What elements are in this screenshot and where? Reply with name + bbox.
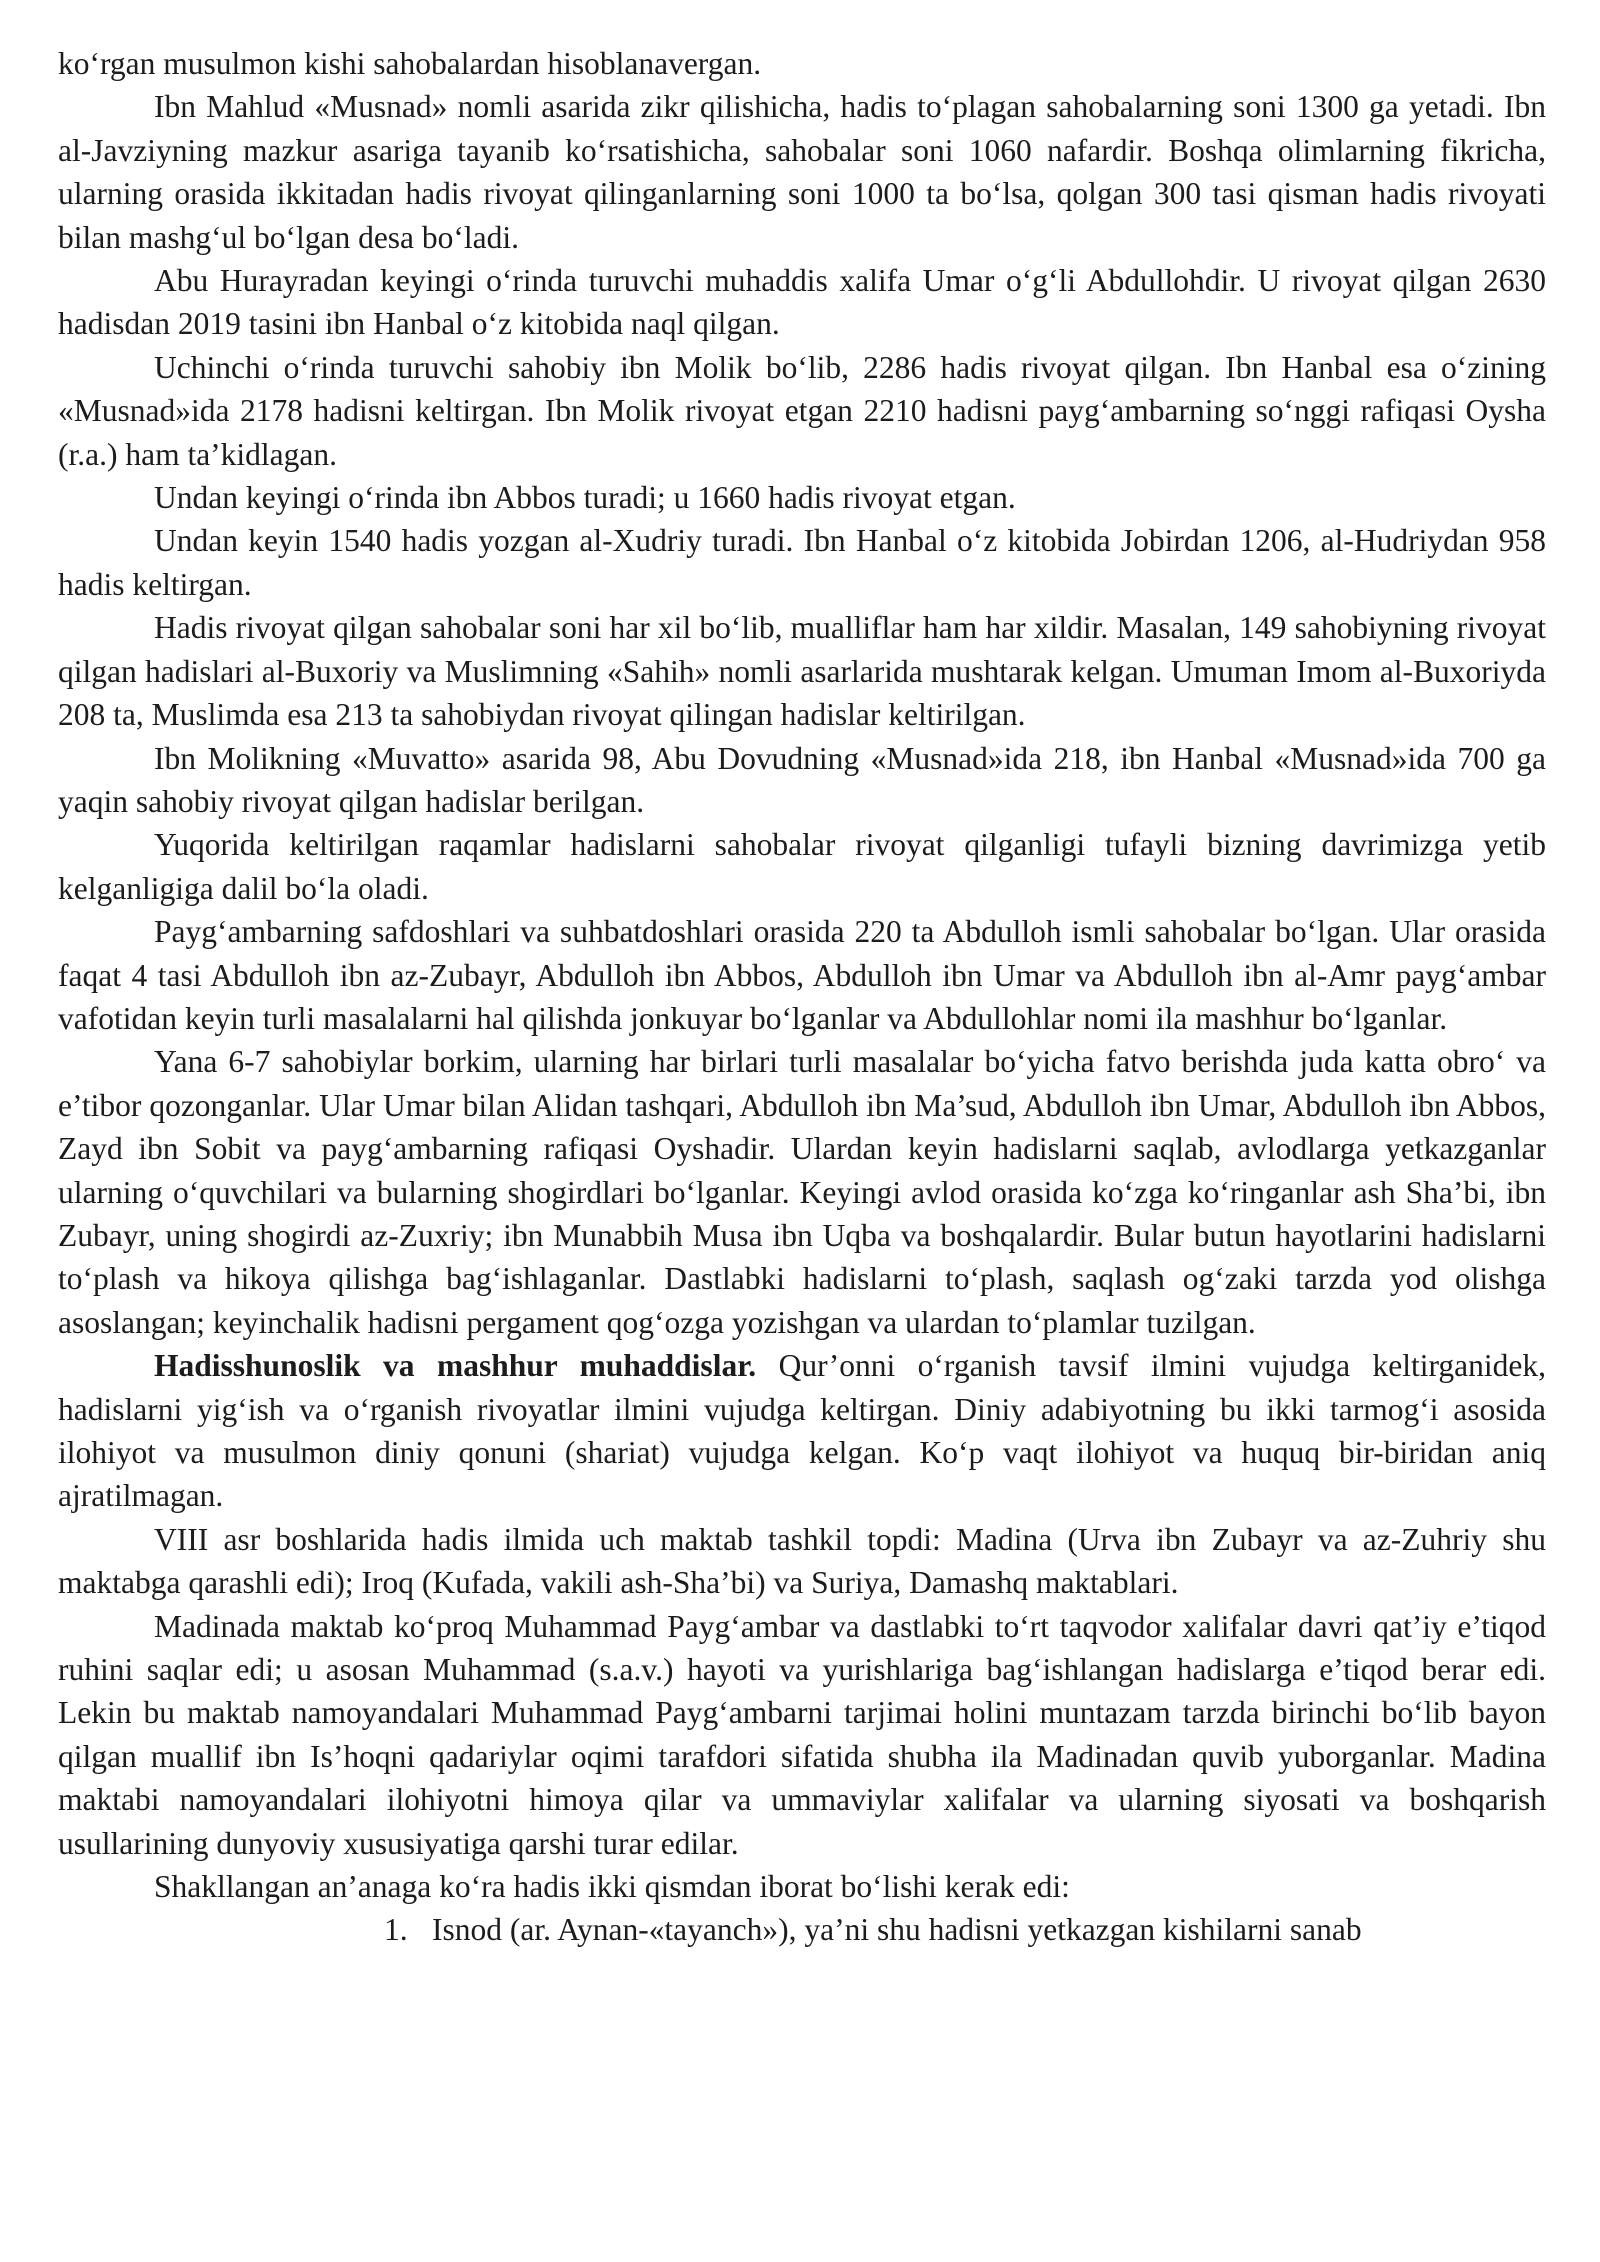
document-page — [58, 42, 1546, 1952]
section-heading: Hadisshunoslik va mashhur muhaddislar. — [154, 1348, 757, 1384]
paragraph: VIII asr boshlarida hadis ilmida uch maktab tashkil topdi: Madina (Urva ibn Zubayr va az-Zuhriy shu maktabga qarashli edi); Iroq (Kufada, vakili ash-Sha’bi) va Suriya, Damashq maktablari. — [58, 1521, 1546, 1601]
list-number: 1. — [384, 1912, 408, 1948]
paragraph: Shakllangan an’anaga ko‘ra hadis ikki qismdan iborat bo‘lishi kerak edi: — [154, 1869, 1070, 1905]
section-intro: Qur’onni o‘rganish tavsif ilmini vujudga keltirganidek, hadislarni yig‘ish va o‘rganish rivoyatlar ilmini vujudga keltirgan. Diniy adabiyotning bu ikki tarmog‘i asosida ilohiyot va musulmon diniy qonuni (shariat) vujudga kelgan. Ko‘p vaqt ilohiyot va huquq bir-biridan aniq ajratilmagan. — [58, 1348, 1546, 1514]
paragraph: Yuqorida keltirilgan raqamlar hadislarni sahobalar rivoyat qilganligi tufayli bizning davrimizga yetib kelganligiga dalil bo‘la oladi. — [58, 827, 1546, 906]
paragraph: Ibn Molikning «Muvatto» asarida 98, Abu Dovudning «Musnad»ida 218, ibn Hanbal «Musnad»ida 700 ga yaqin sahobiy rivoyat qilgan hadislar berilgan. — [58, 740, 1546, 819]
paragraph: Payg‘ambarning safdoshlari va suhbatdoshlari orasida 220 ta Abdulloh ismli sahobalar bo‘lgan. Ular orasida faqat 4 tasi Abdulloh ibn az-Zubayr, Abdulloh ibn Abbos, Abdulloh ibn Umar va Abdulloh ibn al-Amr payg‘ambar vafotidan keyin turli masalalarni hal qilishda jonkuyar bo‘lganlar va Abdullohlar nomi ila mashhur bo‘lganlar. — [58, 914, 1546, 1036]
paragraph: Undan keyin 1540 hadis yozgan al-Xudriy turadi. Ibn Hanbal o‘z kitobida Jobirdan 1206, al-Hudriydan 958 hadis keltirgan. — [58, 523, 1546, 602]
paragraph: Madinada maktab ko‘proq Muhammad Payg‘ambar va dastlabki to‘rt taqvodor xalifalar davri qat’iy e’tiqod ruhini saqlar edi; u asosan Muhammad (s.a.v.) hayoti va yurishlariga bag‘ishlangan hadislarga e’tiqod berar edi. Lekin bu maktab namoyandalari Muhammad Payg‘ambarni tarjimai holini muntazam tarzda birinchi bo‘lib bayon qilgan muallif ibn Is’hoqni qadariylar oqimi tarafdori sifatida shubha ila Madinadan quvib yuborganlar. Madina maktabi namoyandalari ilohiyotni himoya qilar va ummaviylar xalifalar va ularning siyosati va boshqarish usullarining dunyoviy xususiyatiga qarshi turar edilar. — [58, 1608, 1546, 1861]
paragraph: Ibn Mahlud «Musnad» nomli asarida zikr qilishicha, hadis to‘plagan sahobalarning soni 1300 ga yetadi. Ibn al-Javziyning mazkur asariga tayanib ko‘rsatishicha, sahobalar soni 1060 nafardir. Boshqa olimlarning fikricha, ularning orasida ikkitadan hadis rivoyat qilinganlarning soni 1000 ta bo‘lsa, qolgan 300 tasi qisman hadis rivoyati bilan mashg‘ul bo‘lgan desa bo‘ladi. — [58, 89, 1546, 255]
paragraph: Undan keyingi o‘rinda ibn Abbos turadi; u 1660 hadis rivoyat etgan. — [154, 480, 1016, 516]
section-paragraph — [58, 1344, 1546, 1518]
paragraph: Uchinchi o‘rinda turuvchi sahobiy ibn Molik bo‘lib, 2286 hadis rivoyat qilgan. Ibn Hanbal esa o‘zining «Musnad»ida 2178 hadisni keltirgan. Ibn Molik rivoyat etgan 2210 hadisni payg‘ambarning so‘nggi rafiqasi Oysha (r.a.) ham ta’kidlagan. — [58, 349, 1546, 472]
paragraph: Abu Hurayradan keyingi o‘rinda turuvchi muhaddis xalifa Umar o‘g‘li Abdullohdir. U rivoyat qilgan 2630 hadisdan 2019 tasini ibn Hanbal o‘z kitobida naql qilgan. — [58, 263, 1546, 342]
list-text: Isnod (ar. Aynan-«tayanch»), ya’ni shu hadisni yetkazgan kishilarni sanab — [432, 1912, 1362, 1948]
paragraph: ko‘rgan musulmon kishi sahobalardan hisoblanavergan. — [58, 46, 762, 81]
paragraph: Yana 6-7 sahobiylar borkim, ularning har birlari turli masalalar bo‘yicha fatvo berishda juda katta obro‘ va e’tibor qozonganlar. Ular Umar bilan Alidan tashqari, Abdulloh ibn Ma’sud, Abdulloh ibn Umar, Abdulloh ibn Abbos, Zayd ibn Sobit va payg‘ambarning rafiqasi Oyshadir. Ulardan keyin hadislarni saqlab, avlodlarga yetkazganlar ularning o‘quvchilari va bularning shogirdlari bo‘lganlar. Keyingi avlod orasida ko‘zga ko‘ringanlar ash Sha’bi, ibn Zubayr, uning shogirdi az-Zuxriy; ibn Munabbih Musa ibn Uqba va boshqalardir. Bular butun hayotlarini hadislarni to‘plash va hikoya qilishga bag‘ishlaganlar. Dastlabki hadislarni to‘plash, saqlash og‘zaki tarzda yod olishga asoslangan; keyinchalik hadisni pergament qog‘ozga yozishgan va ulardan to‘plamlar tuzilgan. — [58, 1044, 1546, 1340]
list-item — [58, 1908, 1546, 1951]
paragraph: Hadis rivoyat qilgan sahobalar soni har xil bo‘lib, mualliflar ham har xildir. Masalan, 149 sahobiyning rivoyat qilgan hadislari al-Buxoriy va Muslimning «Sahih» nomli asarlarida mushtarak kelgan. Umuman Imom al-Buxoriyda 208 ta, Muslimda esa 213 ta sahobiydan rivoyat qilingan hadislar keltirilgan. — [58, 610, 1546, 733]
